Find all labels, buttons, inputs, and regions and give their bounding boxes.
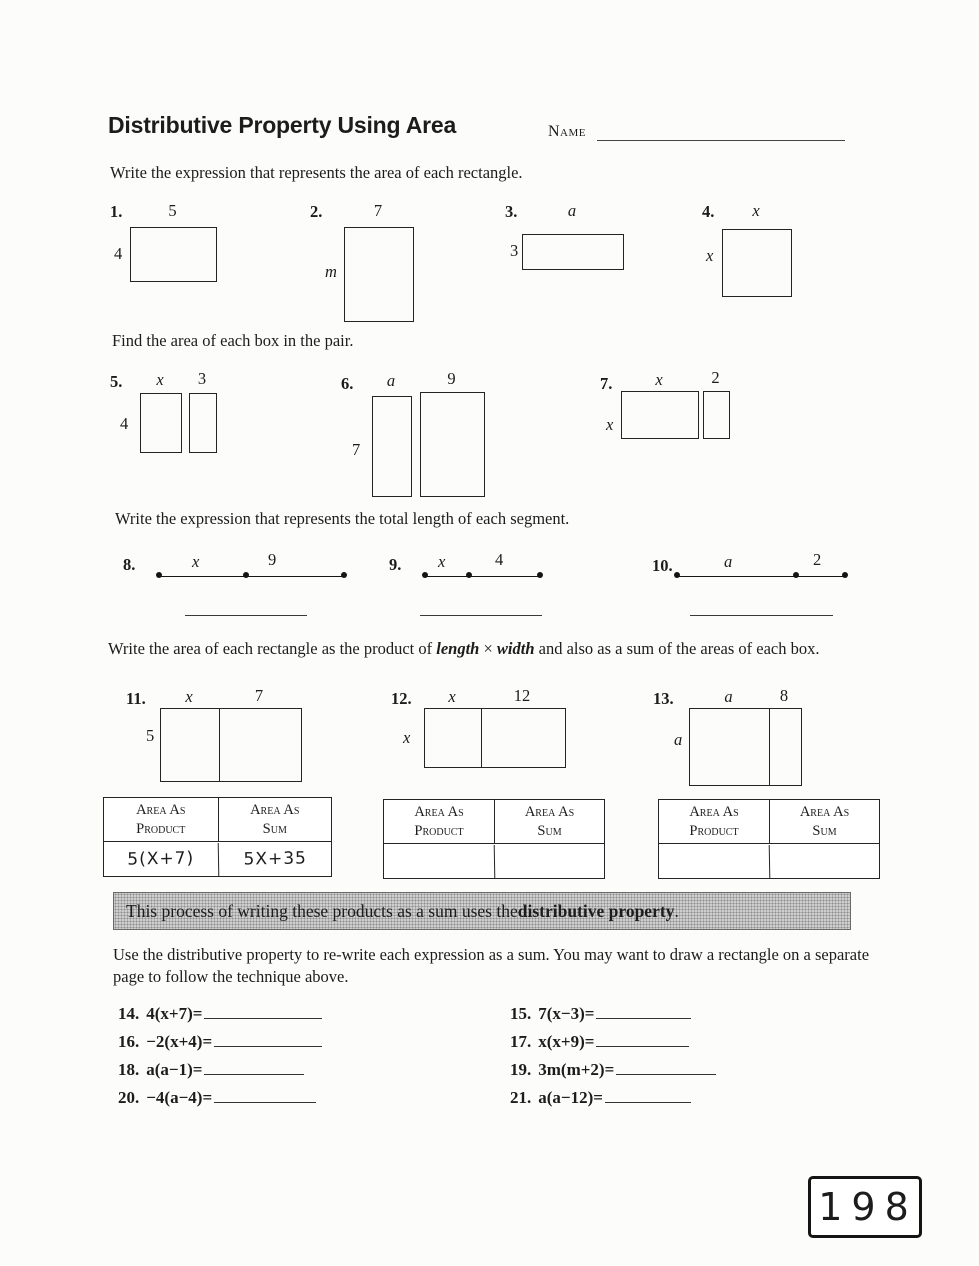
side-dimension-label: 4: [120, 414, 129, 433]
divided-rectangle: [160, 708, 302, 782]
top-dimension-label: a: [567, 201, 577, 220]
problem-number: 8.: [123, 555, 136, 574]
top-dimension-label: 2: [711, 368, 720, 387]
rectangle: [189, 393, 217, 453]
instruction-text: and also as a sum of the areas of each box.: [534, 639, 820, 658]
rectangle: [344, 227, 414, 322]
table-header-line: Product: [414, 822, 464, 839]
segment-part-label: x: [438, 552, 446, 571]
instruction-text: Write the area of each rectangle as the product of: [108, 639, 437, 658]
side-dimension-label: x: [403, 728, 411, 747]
area-product-sum-table: [383, 799, 605, 879]
problem-number: 6.: [341, 374, 354, 393]
answer-product: [659, 843, 770, 879]
segment-part-label: x: [192, 552, 200, 571]
expression: −2(x+4)=: [146, 1032, 213, 1051]
side-dimension-label: a: [674, 730, 683, 749]
rectangle: [703, 391, 730, 439]
distributive-property-callout: [113, 892, 851, 930]
divided-rectangle: [424, 708, 566, 768]
problem-number: 17.: [510, 1032, 532, 1051]
segment-part-label: 4: [495, 550, 504, 569]
answer-blank: [420, 600, 542, 616]
side-dimension-label: x: [706, 246, 714, 265]
problem-number: 18.: [118, 1060, 140, 1079]
instruction-product-sum: [108, 638, 856, 661]
top-dimension-label: x: [752, 201, 760, 220]
rectangle: [522, 234, 624, 270]
top-dimension-label: a: [386, 371, 396, 390]
table-header-line: Area As: [524, 804, 575, 821]
table-header-line: Sum: [262, 820, 287, 837]
top-dimension-label: 9: [447, 369, 456, 388]
answer-blank: [596, 1031, 689, 1047]
times-symbol: ×: [479, 639, 497, 658]
answer-blank: [204, 1003, 322, 1019]
rewrite-problem: [510, 1003, 691, 1024]
top-dimension-label: 7: [373, 201, 383, 220]
table-header-line: Product: [689, 822, 739, 839]
expression: a(a−12)=: [538, 1088, 603, 1107]
name-label: Name: [548, 123, 586, 140]
rectangle: [372, 396, 412, 497]
top-dimension-label: x: [185, 687, 193, 706]
top-dimension-label: 8: [779, 686, 789, 705]
top-dimension-label: 12: [513, 686, 531, 705]
rectangle-divider: [769, 708, 770, 786]
rectangle: [420, 392, 485, 497]
expression: 3m(m+2)=: [538, 1060, 615, 1079]
table-header-sum: [494, 800, 604, 844]
problem-number: 16.: [118, 1032, 140, 1051]
callout-bold-term: distributive property: [517, 900, 675, 921]
segment-endpoint-dot: [422, 572, 428, 578]
problem-number: 19.: [510, 1060, 532, 1079]
width-term: width: [496, 639, 535, 658]
top-dimension-label: x: [448, 687, 456, 706]
answer-blank: [605, 1087, 691, 1103]
divided-rectangle: [689, 708, 802, 786]
segment-midpoint-dot: [793, 572, 799, 578]
segment-midpoint-dot: [466, 572, 472, 578]
problem-number: 12.: [391, 689, 412, 708]
expression: 4(x+7)=: [146, 1004, 203, 1023]
problem-number: 20.: [118, 1088, 140, 1107]
table-header-line: Area As: [799, 804, 850, 821]
rectangle-divider: [219, 708, 220, 782]
table-header-line: Area As: [136, 802, 186, 819]
answer-blank: [596, 1003, 691, 1019]
rewrite-problem: [118, 1031, 322, 1052]
table-header-line: Area As: [414, 804, 464, 821]
rewrite-problem: [118, 1003, 322, 1024]
instruction-segment: Write the expression that represents the total length of each segment.: [115, 509, 570, 528]
segment-endpoint-dot: [156, 572, 162, 578]
side-dimension-label: m: [325, 262, 337, 281]
instruction-rewrite: Use the distributive property to re-write each expression as a sum. You may want to draw a rectangle on a separate page to follow the technique above.: [113, 945, 870, 987]
instruction-pair: Find the area of each box in the pair.: [112, 331, 354, 350]
answer-sum: [494, 843, 605, 879]
problem-number: 3.: [505, 202, 518, 221]
callout-text: .: [674, 900, 679, 921]
rectangle: [621, 391, 699, 439]
table-header-product: [384, 800, 494, 844]
segment: [158, 576, 345, 578]
name-blank-line: [597, 120, 845, 141]
problem-number: 4.: [702, 202, 715, 221]
answer-blank: [185, 600, 307, 616]
problem-number: 7.: [600, 374, 613, 393]
rectangle: [140, 393, 182, 453]
segment-part-label: a: [724, 552, 733, 571]
table-header-line: Product: [136, 820, 186, 837]
segment-midpoint-dot: [243, 572, 249, 578]
table-header-line: Sum: [812, 822, 837, 839]
rewrite-problem: [118, 1059, 304, 1080]
area-product-sum-table: [103, 797, 332, 877]
expression: −4(a−4)=: [146, 1088, 213, 1107]
rewrite-problem: [510, 1059, 716, 1080]
problem-number: 5.: [110, 372, 123, 391]
table-header-product: [104, 798, 218, 842]
table-header-line: Sum: [537, 822, 562, 839]
side-dimension-label: 5: [146, 726, 155, 745]
top-dimension-label: 7: [254, 686, 264, 705]
side-dimension-label: 7: [352, 440, 361, 459]
segment-line: [158, 576, 345, 577]
segment-part-label: 9: [268, 550, 277, 569]
problem-number: 15.: [510, 1004, 532, 1023]
answer-blank: [204, 1059, 304, 1075]
side-dimension-label: 3: [510, 241, 519, 260]
answer-sum: [769, 843, 880, 879]
top-dimension-label: x: [655, 370, 663, 389]
instruction-area: Write the expression that represents the area of each rectangle.: [110, 163, 523, 182]
rewrite-problem: [510, 1031, 689, 1052]
segment: [676, 576, 846, 578]
segment-line: [676, 576, 846, 577]
answer-blank: [616, 1059, 716, 1075]
problem-number: 1.: [110, 202, 123, 221]
callout-text: This process of writing these products as a sum uses the: [126, 900, 518, 921]
top-dimension-label: a: [724, 687, 733, 706]
answer-blank: [214, 1031, 322, 1047]
table-header-sum: [218, 798, 332, 842]
rewrite-problem: [118, 1087, 316, 1108]
segment-endpoint-dot: [842, 572, 848, 578]
page-title: Distributive Property Using Area: [108, 112, 457, 138]
segment-endpoint-dot: [341, 572, 347, 578]
problem-number: 10.: [652, 556, 673, 575]
rectangle: [130, 227, 217, 282]
top-dimension-label: 3: [197, 369, 207, 388]
problem-number: 13.: [653, 689, 674, 708]
answer-blank: [214, 1087, 316, 1103]
segment-part-label: 2: [813, 550, 822, 569]
table-header-line: Area As: [250, 802, 300, 819]
problem-number: 21.: [510, 1088, 532, 1107]
rewrite-problem: [510, 1087, 691, 1108]
expression: 7(x−3)=: [538, 1004, 595, 1023]
segment-endpoint-dot: [537, 572, 543, 578]
table-header-sum: [769, 800, 879, 844]
problem-number: 2.: [310, 202, 323, 221]
side-dimension-label: 4: [114, 244, 123, 263]
top-dimension-label: x: [156, 370, 164, 389]
page-number-box: [808, 1176, 922, 1238]
answer-sum: 5X+35: [217, 841, 331, 877]
table-header-product: [659, 800, 769, 844]
problem-number: 11.: [126, 689, 146, 708]
table-header-line: Area As: [689, 804, 739, 821]
answer-product: 5(X+7): [127, 848, 195, 870]
segment: [424, 576, 541, 578]
problem-number: 9.: [389, 555, 402, 574]
segment-endpoint-dot: [674, 572, 680, 578]
answer-product: [384, 843, 495, 879]
length-term: length: [436, 639, 480, 658]
segment-line: [424, 576, 541, 577]
rectangle-divider: [481, 708, 482, 768]
page-number: 198: [818, 1185, 918, 1229]
answer-blank: [690, 600, 833, 616]
expression: x(x+9)=: [538, 1032, 595, 1051]
expression: a(a−1)=: [146, 1060, 203, 1079]
area-product-sum-table: [658, 799, 880, 879]
top-dimension-label: 5: [168, 201, 177, 220]
side-dimension-label: x: [606, 415, 614, 434]
rectangle: [722, 229, 792, 297]
problem-number: 14.: [118, 1004, 140, 1023]
